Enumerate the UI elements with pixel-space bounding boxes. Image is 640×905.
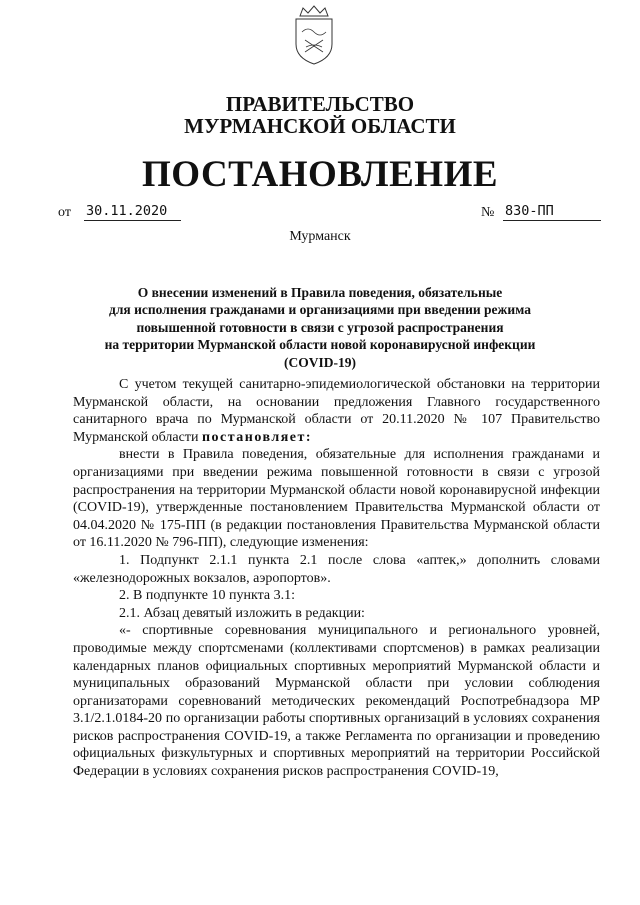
paragraph-item-1: 1. Подпункт 2.1.1 пункта 2.1 после слова «аптек,» дополнить словами «железнодорожных вокзалов, аэропортов».: [73, 552, 600, 586]
title-line: О внесении изменений в Правила поведения, обязательные: [137, 285, 503, 300]
decree-word: постановляет:: [201, 429, 313, 445]
paragraph-item-2: 2. В подпункте 10 пункта 3.1:: [119, 588, 295, 604]
number-prefix: №: [481, 205, 495, 220]
title-line: на территории Мурманской области новой коронавирусной инфекции: [104, 337, 536, 353]
coat-of-arms-emblem: [290, 4, 338, 66]
paragraph-quoted-text: «- спортивные соревнования муниципального и регионального уровней, проводимые между спортсменами (коллективами спортсменов) в рамках реализации календарных планов официальных спортивных мероприятий Мурманской области и муниципальных образований Мурманской области при условии соблюдения организаторами соревнований методических рекомендаций Роспотребнадзора МР 3.1/2.1.0184-20 по организации работы спортивных организаций в условиях сохранения рисков распространения COVID-19, а также Регламента по организации и проведению официальных физкультурных и спортивных мероприятий на территории Российской Федерации в условиях сохранения рисков распространения COVID-19,: [73, 623, 600, 780]
date-prefix: от: [58, 205, 71, 220]
intro-paragraph: [73, 376, 600, 446]
paragraph-item-2-1: 2.1. Абзац девятый изложить в редакции:: [119, 605, 365, 621]
document-body: [73, 376, 600, 781]
government-name-line1: ПРАВИТЕЛЬСТВО: [225, 92, 415, 116]
city-name: Мурманск: [289, 229, 351, 244]
title-line: повышенной готовности в связи с угрозой распространения: [136, 319, 504, 335]
intro-text: С учетом текущей санитарно-эпидемиологической обстановки на территории Мурманской области, на основании предложения Главного государственного санитарного врача по Мурманской области от 20.11.2020 № 107 Правительство Мурманской области: [73, 377, 600, 445]
document-type-heading: ПОСТАНОВЛЕНИЕ: [141, 154, 499, 195]
title-line: (COVID-19): [284, 354, 356, 370]
title-line: для исполнения гражданами и организациями при введении режима: [109, 302, 531, 318]
government-name-line2: МУРМАНСКОЙ ОБЛАСТИ: [184, 114, 456, 138]
document-date: 30.11.2020: [84, 202, 181, 221]
paragraph-changes: внести в Правила поведения, обязательные для исполнения гражданами и организациями при введении режима повышенной готовности в связи с угрозой распространения на территории Мурманской области новой коронавирусной инфекции (COVID-19), утвержденные постановлением Правительства Мурманской области от 04.04.2020 № 175-ПП (в редакции постановления Правительства Мурманской области от 16.11.2020 № 796-ПП), следующие изменения:: [73, 447, 600, 551]
document-title: [90, 284, 550, 371]
document-number: 830-ПП: [503, 202, 601, 221]
